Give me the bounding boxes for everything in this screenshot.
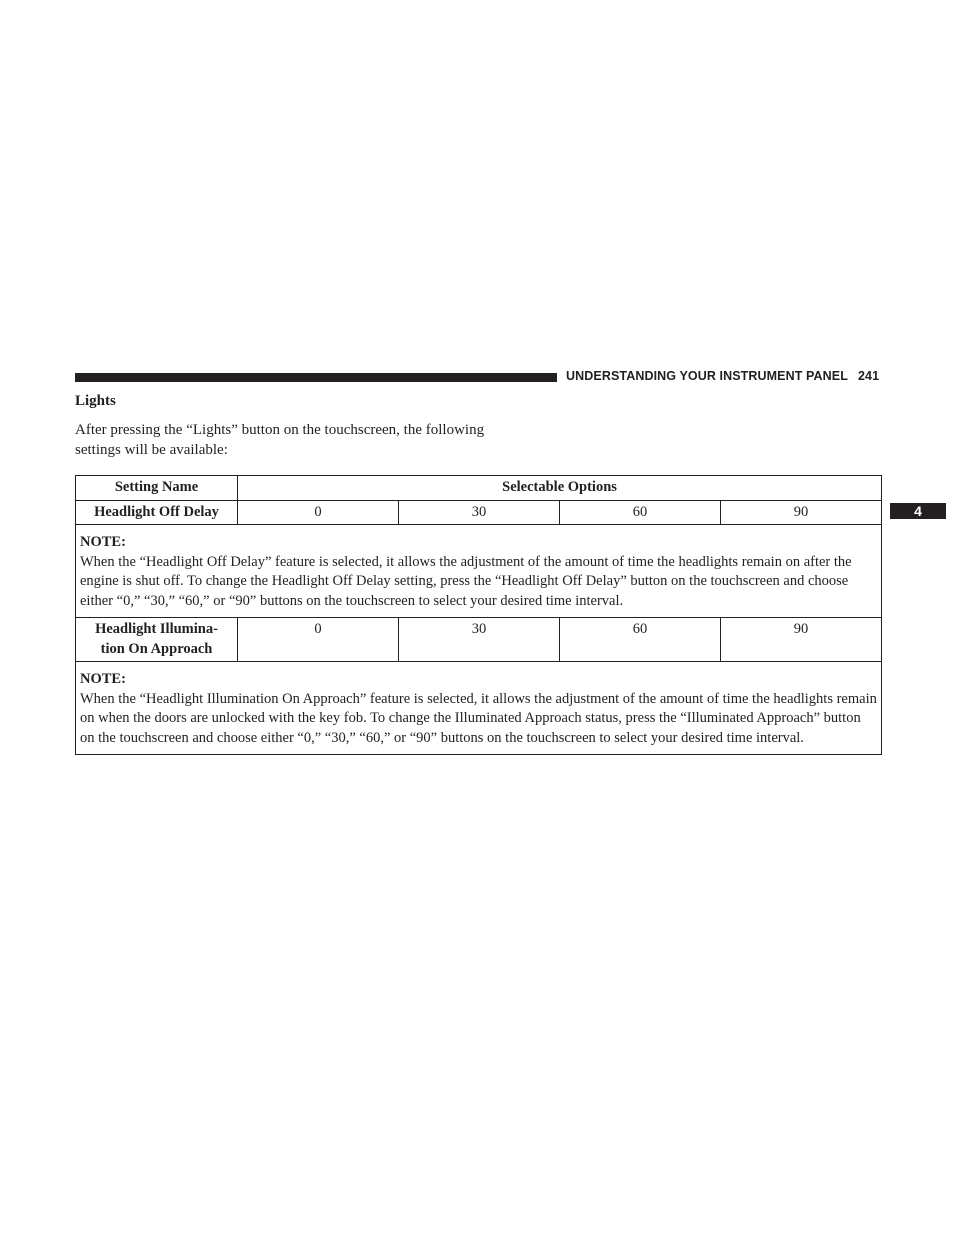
option-value: 60 [560,618,721,662]
table-row [76,500,882,525]
note-row [76,662,882,755]
header-rule [75,373,557,382]
option-value: 30 [399,500,560,525]
note-row [76,525,882,618]
chapter-tab: 4 [890,503,946,519]
note-text: When the “Headlight Off Delay” feature is selected, it allows the adjustment of the amount of time the headlights remain on after the engine is shut off. To change the Headlight Off Delay setting, press the “Headlight Off Delay” button on the touchscreen and choose either “0,” “30,” “60,” or “90” buttons on the touchscreen to select your desired time interval. [80,553,852,609]
column-header-selectable-options: Selectable Options [238,476,882,501]
page-number: 241 [857,369,880,383]
note-label: NOTE: [80,671,126,687]
running-header [566,369,879,383]
option-value: 60 [560,500,721,525]
header-title: UNDERSTANDING YOUR INSTRUMENT PANEL [566,369,848,383]
note-label: NOTE: [80,534,126,550]
note-text: When the “Headlight Illumination On Approach” feature is selected, it allows the adjustment of the amount of time the headlights remain on when the doors are unlocked with the key fob. To change the Illuminated Approach status, press the “Illuminated Approach” button on the touchscreen and choose either “0,” “30,” “60,” or “90” buttons on the touchscreen to select your desired time interval. [80,690,877,746]
section-heading: Lights [75,393,116,409]
table-row [76,618,882,662]
setting-name: Headlight Illumina- tion On Approach [76,618,238,662]
settings-table [75,475,882,755]
option-value: 0 [238,500,399,525]
note-cell [76,662,882,755]
option-value: 0 [238,618,399,662]
note-cell [76,525,882,618]
setting-name: Headlight Off Delay [76,500,238,525]
option-value: 30 [399,618,560,662]
table-header-row [76,476,882,501]
column-header-setting-name: Setting Name [76,476,238,501]
option-value: 90 [721,618,882,662]
option-value: 90 [721,500,882,525]
intro-paragraph: After pressing the “Lights” button on the touchscreen, the following settings will be available: [75,422,485,458]
